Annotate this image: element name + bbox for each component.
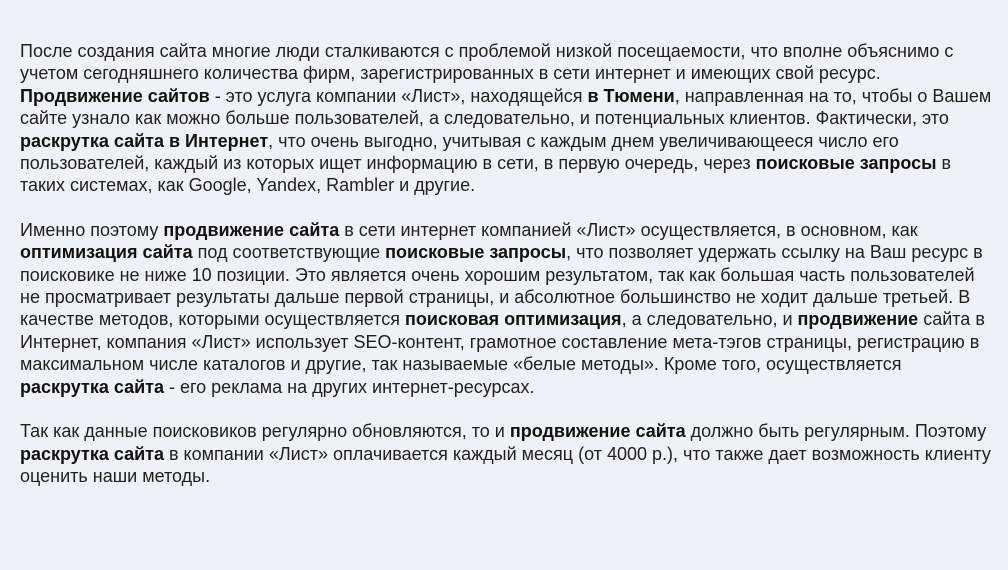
highlighted-keyword: поисковые запросы: [385, 242, 567, 263]
text-run: под соответствующие: [192, 242, 386, 263]
text-run: в таких системах, как Google, Yandex, Rambler и другие.: [20, 153, 952, 196]
highlighted-keyword: поисковая оптимизация: [405, 309, 622, 330]
highlighted-keyword: поисковые запросы: [755, 153, 937, 174]
highlighted-keyword: Продвижение сайтов: [20, 85, 210, 106]
text-run: Именно поэтому: [20, 219, 164, 240]
text-run: Так как данные поисковиков регулярно обновляются, то и: [20, 421, 510, 442]
highlighted-keyword: оптимизация сайта: [20, 242, 193, 263]
text-run: После создания сайта многие люди сталкиваются с проблемой низкой посещаемости, что вполне объяснимо с учетом сегодняшнего количества фирм, зарегистрированных в сети интернет и имеющих свой ресурс.: [20, 41, 954, 84]
text-run: - его реклама на других интернет-ресурсах.: [163, 376, 535, 397]
highlighted-keyword: раскрутка сайта: [20, 443, 164, 464]
highlighted-keyword: в Тюмени: [587, 85, 675, 106]
text-run: , что очень выгодно, учитывая с каждым днем увеличивающееся число его пользователей, каждый из которых ищет информацию в сети, в первую очередь, через: [20, 130, 899, 174]
article-body: [20, 40, 992, 509]
highlighted-keyword: продвижение сайта: [163, 219, 340, 240]
text-run: в компании «Лист» оплачивается каждый месяц (от 4000 р.), что также дает возможность клиенту оценить наши методы.: [20, 443, 991, 486]
text-run: , что позволяет удержать ссылку на Ваш ресурс в поисковике не ниже 10 позиции. Это является очень хорошим результатом, так как большая часть пользователей не просматривает результаты дальше первой страницы, и абсолютное большинство не ходит дальше третьей. В качестве методов, которыми осуществляется: [20, 242, 983, 330]
text-run: в сети интернет компанией «Лист» осуществляется, в основном, как: [339, 219, 918, 240]
text-run: , направленная на то, чтобы о Вашем сайте узнало как можно больше пользователей, а следовательно, и потенциальных клиентов. Фактически, это: [20, 85, 992, 129]
highlighted-keyword: продвижение: [797, 309, 919, 330]
highlighted-keyword: продвижение сайта: [509, 421, 686, 442]
paragraph-1: [20, 40, 992, 197]
highlighted-keyword: раскрутка сайта: [20, 376, 164, 397]
text-run: должно быть регулярным. Поэтому: [685, 421, 987, 442]
highlighted-keyword: раскрутка сайта в Интернет: [20, 130, 269, 151]
text-run: сайта в Интернет, компания «Лист» использует SEO-контент, грамотное составление мета-тэгов страницы, регистрацию в максимальном числе каталогов и другие, так называемые «белые методы». Кроме того, осуществляется: [20, 309, 985, 375]
text-run: - это услуга компании «Лист», находящейся: [209, 85, 588, 106]
paragraph-3: [20, 420, 992, 487]
paragraph-2: [20, 219, 992, 398]
text-run: , а следовательно, и: [621, 309, 798, 330]
